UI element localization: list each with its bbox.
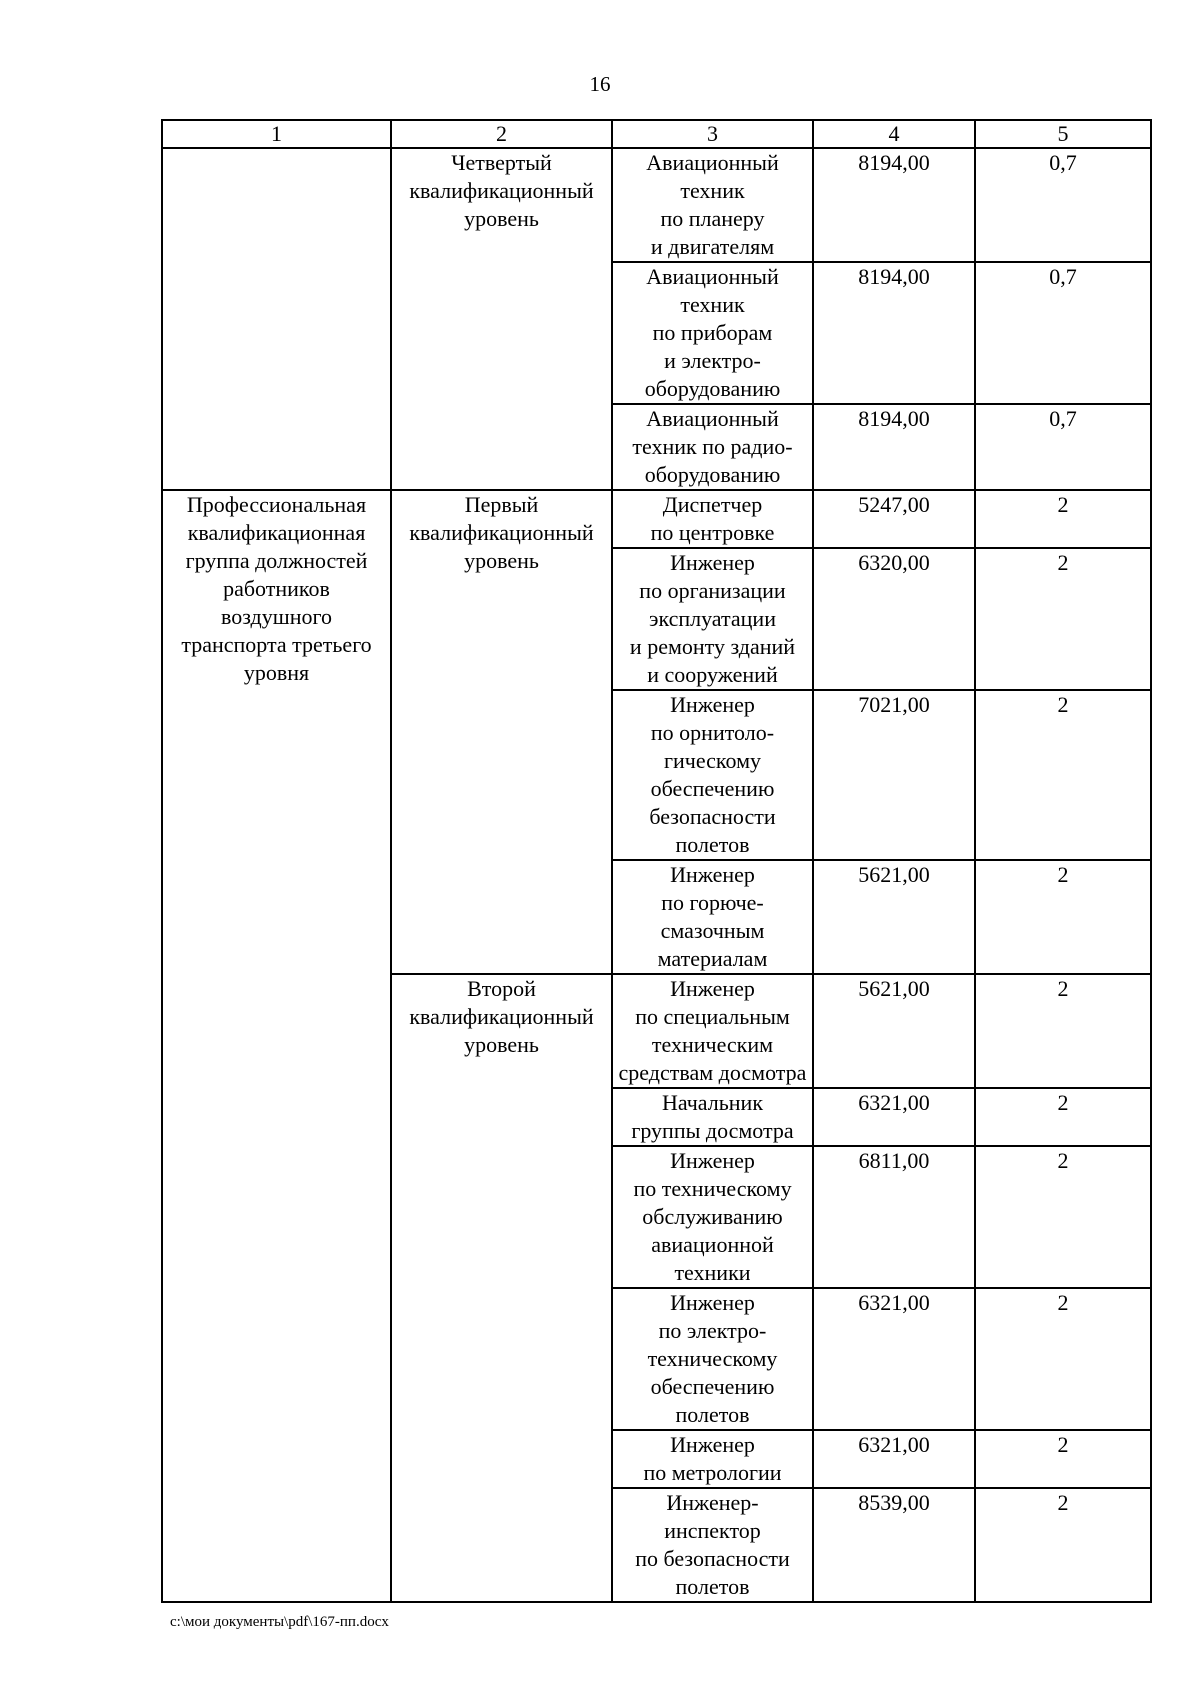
header-row: [162, 120, 1151, 148]
column-header-5: 5: [975, 120, 1151, 148]
position-cell: Инженер по орнитоло- гическому обеспечению безопасности полетов: [612, 690, 813, 860]
salary-cell: 8194,00: [813, 404, 975, 490]
qualification-table: [161, 119, 1152, 1603]
coefficient-cell: 2: [975, 974, 1151, 1088]
coefficient-cell: 2: [975, 690, 1151, 860]
position-cell: Инженер по техническому обслуживанию авиационной техники: [612, 1146, 813, 1288]
salary-cell: 8194,00: [813, 262, 975, 404]
group-cell: Профессиональная квалификационная группа должностей работников воздушного транспорта третьего уровня: [162, 490, 391, 1602]
coefficient-cell: 0,7: [975, 148, 1151, 262]
position-cell: Авиационный техник по радио- оборудованию: [612, 404, 813, 490]
position-cell: Инженер по горюче- смазочным материалам: [612, 860, 813, 974]
salary-cell: 7021,00: [813, 690, 975, 860]
column-header-1: 1: [162, 120, 391, 148]
level-cell: Второй квалификационный уровень: [391, 974, 612, 1602]
coefficient-cell: 2: [975, 548, 1151, 690]
coefficient-cell: 2: [975, 490, 1151, 548]
column-header-3: 3: [612, 120, 813, 148]
salary-cell: 6321,00: [813, 1288, 975, 1430]
column-header-4: 4: [813, 120, 975, 148]
coefficient-cell: 2: [975, 1488, 1151, 1602]
group-cell: [162, 148, 391, 490]
table-row: [162, 490, 1151, 548]
coefficient-cell: 2: [975, 1088, 1151, 1146]
salary-cell: 6321,00: [813, 1088, 975, 1146]
position-cell: Инженер по организации эксплуатации и ремонту зданий и сооружений: [612, 548, 813, 690]
footer-file-path: c:\мои документы\pdf\167-пп.docx: [170, 1614, 389, 1630]
position-cell: Авиационный техник по приборам и электро- оборудованию: [612, 262, 813, 404]
salary-cell: 5621,00: [813, 974, 975, 1088]
column-header-2: 2: [391, 120, 612, 148]
level-cell: Первый квалификационный уровень: [391, 490, 612, 974]
coefficient-cell: 2: [975, 1288, 1151, 1430]
position-cell: Инженер по метрологии: [612, 1430, 813, 1488]
coefficient-cell: 0,7: [975, 262, 1151, 404]
position-cell: Инженер по специальным техническим средствам досмотра: [612, 974, 813, 1088]
position-cell: Инженер- инспектор по безопасности полетов: [612, 1488, 813, 1602]
salary-cell: 6320,00: [813, 548, 975, 690]
page-number: 16: [589, 72, 611, 96]
position-cell: Авиационный техник по планеру и двигателям: [612, 148, 813, 262]
salary-cell: 6321,00: [813, 1430, 975, 1488]
position-cell: Диспетчер по центровке: [612, 490, 813, 548]
level-cell: Четвертый квалификационный уровень: [391, 148, 612, 490]
salary-cell: 5247,00: [813, 490, 975, 548]
coefficient-cell: 0,7: [975, 404, 1151, 490]
salary-cell: 8539,00: [813, 1488, 975, 1602]
salary-cell: 6811,00: [813, 1146, 975, 1288]
position-cell: Начальник группы досмотра: [612, 1088, 813, 1146]
coefficient-cell: 2: [975, 1146, 1151, 1288]
salary-cell: 8194,00: [813, 148, 975, 262]
coefficient-cell: 2: [975, 1430, 1151, 1488]
salary-cell: 5621,00: [813, 860, 975, 974]
position-cell: Инженер по электро- техническому обеспечению полетов: [612, 1288, 813, 1430]
table-row: [162, 148, 1151, 262]
coefficient-cell: 2: [975, 860, 1151, 974]
